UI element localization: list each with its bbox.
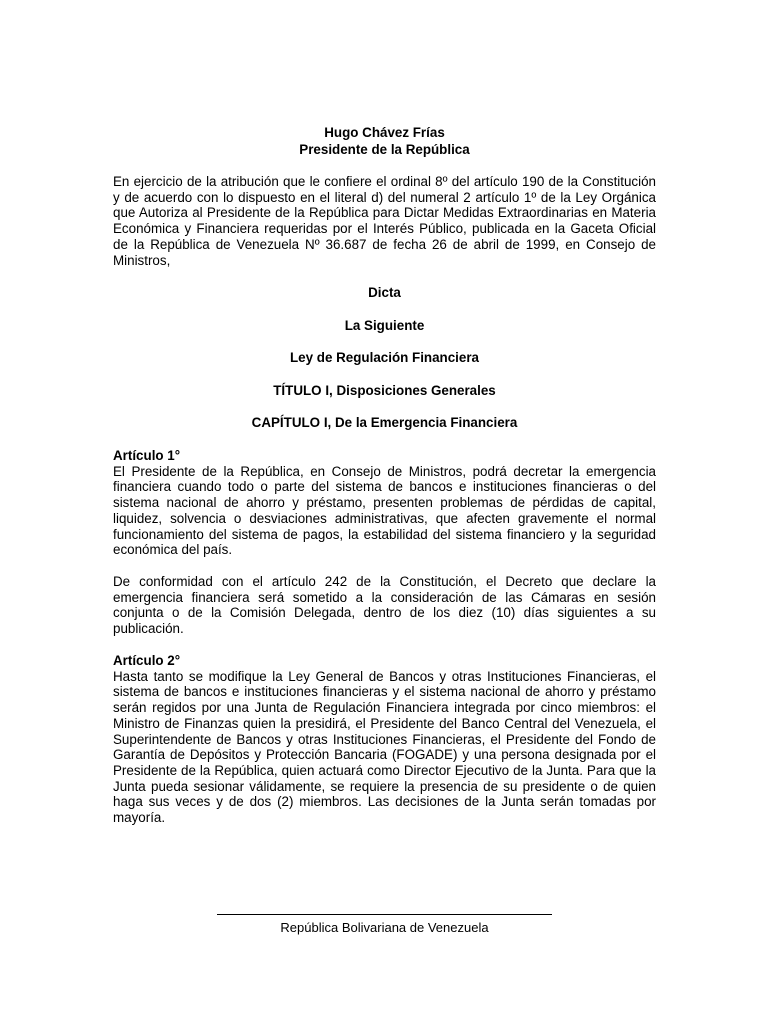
preamble-paragraph: En ejercicio de la atribución que le confiere el ordinal 8º del artículo 190 de la Constitución y de acuerdo con lo dispuesto en el literal d) del numeral 2 artículo 1º de la Ley Orgánica que Autoriza al Presidente de la República para Dictar Medidas Extraordinarias en Materia Económica y Financiera requeridas por el Interés Público, publicada en la Gaceta Oficial de la República de Venezuela Nº 36.687 de fecha 26 de abril de 1999, en Consejo de Ministros, — [113, 174, 656, 268]
article-1-paragraph-1: El Presidente de la República, en Consejo de Ministros, podrá decretar la emergencia financiera cuando todo o parte del sistema de bancos e instituciones financieras o del sistema nacional de ahorro y préstamo, presenten problemas de pérdidas de capital, liquidez, solvencia o desviaciones administrativas, que afecten gravemente el normal funcionamiento del sistema de pagos, la estabilidad del sistema financiero y la seguridad económica del país. — [113, 463, 656, 558]
footer-divider — [217, 914, 552, 915]
capitulo-heading: CAPÍTULO I, De la Emergencia Financiera — [251, 415, 518, 431]
article-2-title: Artículo 2° — [113, 652, 181, 668]
article-1-title: Artículo 1° — [113, 447, 181, 463]
law-title: Ley de Regulación Financiera — [289, 350, 479, 366]
document-page — [113, 125, 656, 826]
titulo-heading: TÍTULO I, Disposiciones Generales — [273, 382, 496, 398]
footer-text: República Bolivariana de Venezuela — [280, 920, 489, 935]
article-2-paragraph-1: Hasta tanto se modifique la Ley General de Bancos y otras Instituciones Financieras, el sistema de bancos e instituciones financieras y el sistema nacional de ahorro y préstamo serán regidos por una Junta de Regulación Financiera integrada por cinco miembros: el Ministro de Finanzas quien la presidirá, el Presidente del Banco Central del Venezuela, el Superintendente de Bancos y otras Instituciones Financieras, el Presidente del Fondo de Garantía de Depósitos y Protección Bancaria (FOGADE) y una persona designada por el Presidente de la República, quien actuará como Director Ejecutivo de la Junta. Para que la Junta pueda sesionar válidamente, se requiere la presencia de su presidente o de quien haga sus veces y de dos (2) miembros. Las decisiones de la Junta serán tomadas por mayoría. — [113, 668, 656, 826]
heading-siguiente: La Siguiente — [344, 317, 425, 333]
article-1-paragraph-2: De conformidad con el artículo 242 de la Constitución, el Decreto que declare la emergencia financiera será sometido a la consideración de las Cámaras en sesión conjunta o de la Comisión Delegada, dentro de los diez (10) días siguientes a su publicación. — [113, 573, 656, 637]
heading-dicta: Dicta — [368, 285, 401, 301]
author-title: Presidente de la República — [299, 141, 470, 157]
author-name: Hugo Chávez Frías — [324, 125, 445, 140]
